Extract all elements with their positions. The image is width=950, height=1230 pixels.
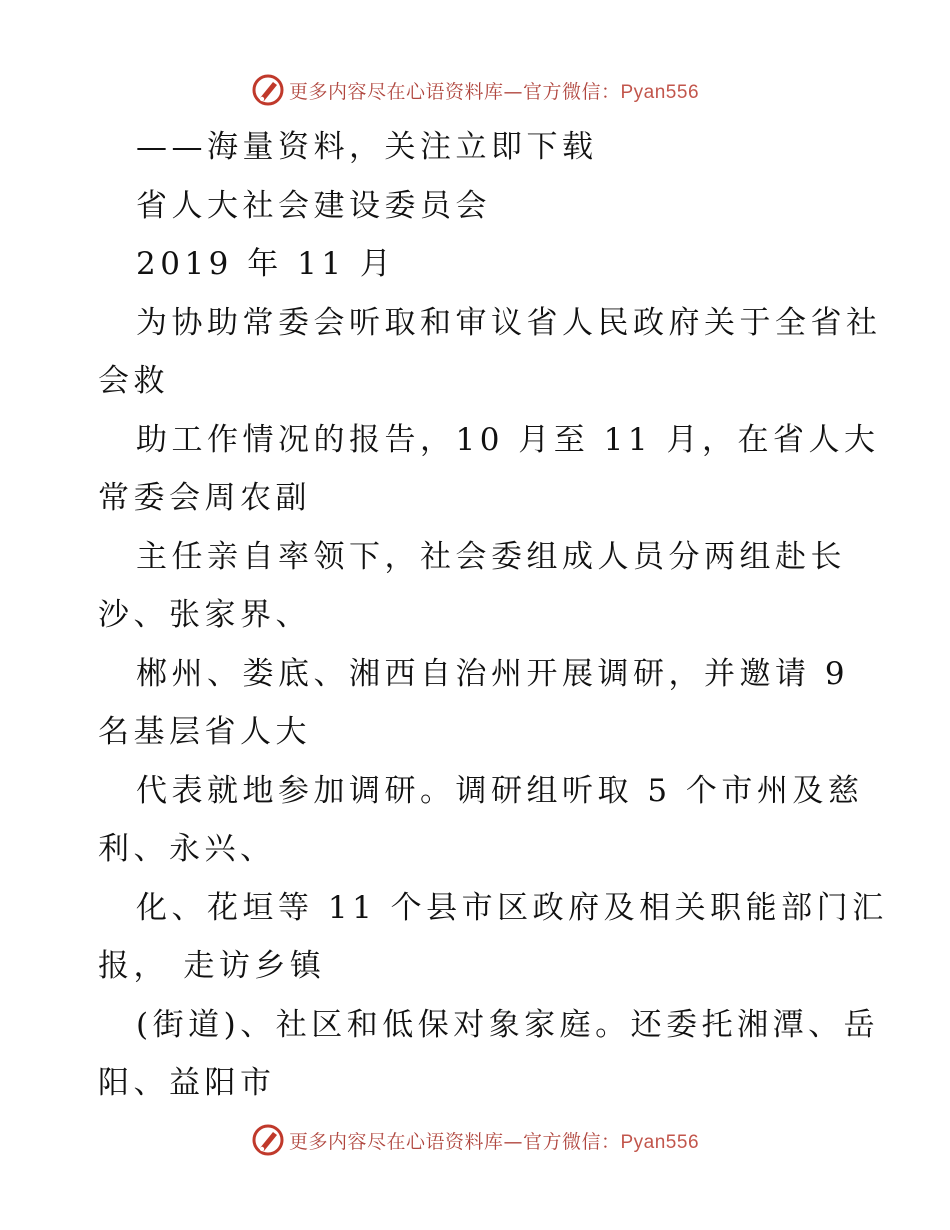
document-body xyxy=(98,118,888,1113)
text-line: 沙、张家界、 xyxy=(98,597,311,633)
banner-main-text: 更多内容尽在心语资料库—官方微信： xyxy=(288,80,621,103)
text-line: 为协助常委会听取和审议省人民政府关于全省社 xyxy=(136,304,882,341)
text-line: 代表就地参加调研。调研组听取 5 个市州及慈 xyxy=(136,772,864,809)
text-line: 省人大社会建设委员会 xyxy=(136,187,491,224)
text-line: 阳、益阳市 xyxy=(98,1065,276,1101)
text-line: ——海量资料，关注立即下载 xyxy=(136,129,598,165)
text-line: (街道)、社区和低保对象家庭。还委托湘潭、岳 xyxy=(136,1006,880,1043)
pen-logo-icon xyxy=(251,1123,285,1157)
banner-wechat-id: Pyan556 xyxy=(620,1131,700,1153)
banner-text xyxy=(289,77,699,104)
text-line: 常委会周农副 xyxy=(98,480,311,516)
header-banner xyxy=(0,70,950,110)
footer-banner xyxy=(0,1120,950,1160)
banner-wechat-id: Pyan556 xyxy=(620,81,700,103)
banner-main-text: 更多内容尽在心语资料库—官方微信： xyxy=(288,1130,621,1153)
text-line: 主任亲自率领下，社会委组成人员分两组赴长 xyxy=(136,538,846,575)
text-line: 2019 年 11 月 xyxy=(136,246,396,282)
banner-text xyxy=(289,1127,699,1154)
text-line: 郴州、娄底、湘西自治州开展调研，并邀请 9 xyxy=(136,655,850,692)
text-line: 报， 走访乡镇 xyxy=(98,948,326,984)
pen-logo-icon xyxy=(251,73,285,107)
text-line: 助工作情况的报告，10 月至 11 月，在省人大 xyxy=(136,421,880,458)
text-line: 会救 xyxy=(98,363,169,399)
text-line: 化、花垣等 11 个县市区政府及相关职能部门汇 xyxy=(136,889,888,926)
text-line: 名基层省人大 xyxy=(98,714,311,750)
text-line: 利、永兴、 xyxy=(98,831,276,867)
